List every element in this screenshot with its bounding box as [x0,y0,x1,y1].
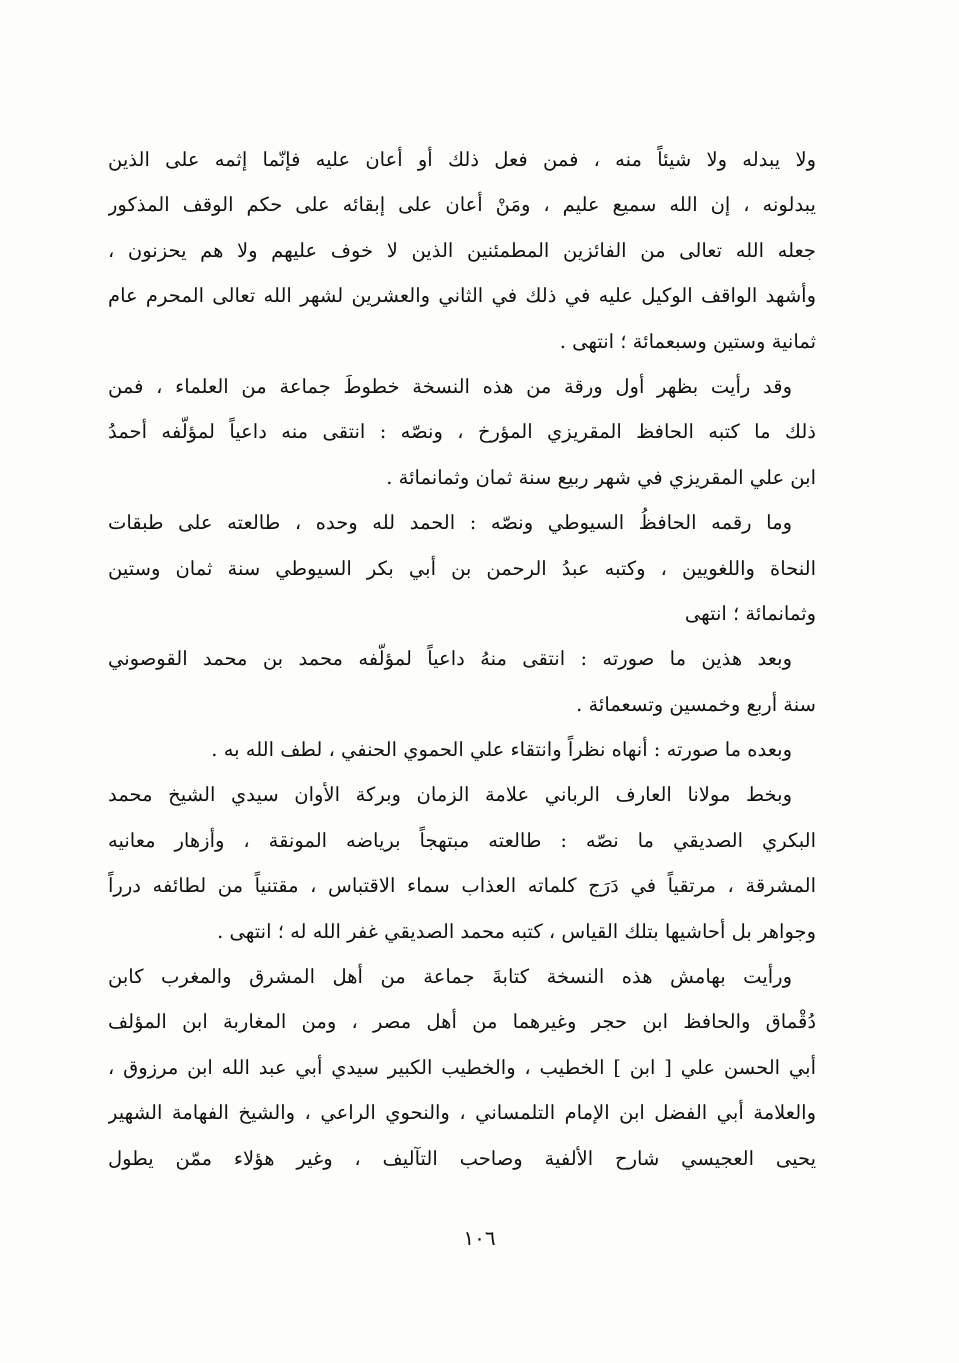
text-line: وأشهد الواقف الوكيل عليه في ذلك في الثاني والعشرين لشهر الله تعالى المحرم عام [108,284,816,308]
text-line: المشرقة ، مرتقياً في دَرَج كلماته العذاب سماء الاقتباس ، مقتنياً من لطائفه درراً [108,874,816,898]
text-line: ابن علي المقريزي في شهر ربيع سنة ثمان وثمانمائة . [386,465,816,489]
text-line: سنة أربع وخمسين وتسعمائة . [576,692,816,716]
body-text [108,137,816,1181]
text-line: أبي الحسن علي [ ابن ] الخطيب ، والخطيب الكبير سيدي أبي عبد الله ابن مرزوق ، [108,1055,816,1079]
text-line: وقد رأيت بظهر أول ورقة من هذه النسخة خطوطَ جماعة من العلماء ، فمن [108,374,792,398]
text-line: ورأيت بهامش هذه النسخة كتابةَ جماعة من أهل المشرق والمغرب كابن [108,965,793,989]
text-line: النحاة واللغويين ، وكتبه عبدُ الرحمن بن أبي بكر السيوطي سنة ثمان وستين [108,556,816,580]
text-line: وبخط مولانا العارف الرباني علامة الزمان وبركة الأوان سيدي الشيخ محمد [108,783,792,807]
page-number: ١٠٦ [463,1226,496,1250]
text-line: وجواهر بل أحاشيها بتلك القياس ، كتبه محمد الصديقي غفر الله له ؛ انتهى . [217,919,816,943]
text-line: وبعد هذين ما صورته : انتقى منهُ داعياً لمؤلّفه محمد بن محمد القوصوني [108,647,792,671]
text-line: ثمانية وستين وسبعمائة ؛ انتهى . [559,329,816,353]
text-line: وبعده ما صورته : أنهاه نظراً وانتقاء علي الحموي الحنفي ، لطف الله به . [211,738,792,762]
text-line: البكري الصديقي ما نصّه : طالعته مبتهجاً برياضه المونقة ، وأزهار معانيه [108,828,816,852]
text-line: ولا يبدله ولا شيئاً منه ، فمن فعل ذلك أو أعان عليه فإنّما إثمه على الذين [108,148,816,171]
text-line: وما رقمه الحافظُ السيوطي ونصّه : الحمد لله وحده ، طالعته على طبقات [108,511,792,535]
text-line: جعله الله تعالى من الفائزين المطمئنين الذين لا خوف عليهم ولا هم يحزنون ، [108,238,816,262]
text-line: يحيى العجيسي شارح الألفية وصاحب التآليف ، وغير هؤلاء ممّن يطول [108,1146,816,1170]
text-line: دُقْماق والحافظ ابن حجر وغيرهما من أهل مصر ، ومن المغاربة ابن المؤلف [108,1010,816,1034]
text-line: وثمانمائة ؛ انتهى [684,601,816,625]
text-line: يبدلونه ، إن الله سميع عليم ، ومَنْ أعان على إبقائه على حكم الوقف المذكور [108,193,816,217]
text-line: والعلامة أبي الفضل ابن الإمام التلمساني ، والنحوي الراعي ، والشيخ الفهامة الشهير [108,1101,816,1125]
text-line: ذلك ما كتبه الحافظ المقريزي المؤرخ ، ونصّه : انتقى منه داعياً لمؤلّفه أحمدُ [108,420,816,444]
